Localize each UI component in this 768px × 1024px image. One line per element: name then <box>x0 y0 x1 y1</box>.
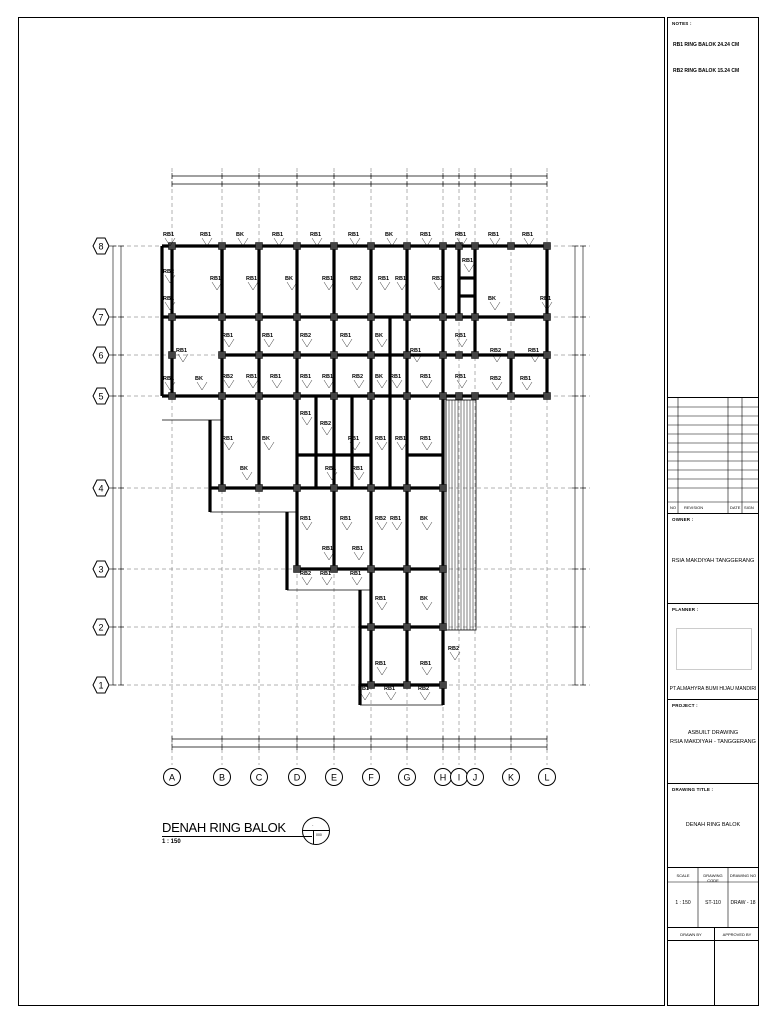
plan-scale: 1 : 150 <box>162 839 181 845</box>
beam-label: RB1 <box>395 276 407 282</box>
note-rb2: RB2 RING BALOK 15.24 CM <box>673 68 740 74</box>
column <box>368 314 375 321</box>
column <box>508 314 515 321</box>
beam-label-marker <box>392 522 402 530</box>
no-label: DRAWING NO <box>729 873 757 878</box>
beam-label: RB1 <box>348 436 360 442</box>
beam-label-marker <box>492 382 502 390</box>
date-label: DATE <box>730 505 741 510</box>
beam-label: RB2 <box>300 571 312 577</box>
beam-label: BK <box>420 516 428 522</box>
beam-label: RB1 <box>210 276 222 282</box>
column <box>294 393 301 400</box>
grid-label-I: I <box>457 772 461 783</box>
column <box>368 352 375 359</box>
grid-label-J: J <box>472 772 478 783</box>
beam-label-marker <box>377 522 387 530</box>
beam-label: RB2 <box>490 348 502 354</box>
column <box>440 314 447 321</box>
beam-label: RB1 <box>420 661 432 667</box>
beam-label: RB1 <box>300 374 312 380</box>
column <box>404 243 411 250</box>
beam-label: RB1 <box>420 374 432 380</box>
beam-label: RB1 <box>384 686 396 692</box>
beam-label: RB2 <box>350 276 362 282</box>
beam-label: RB1 <box>322 276 334 282</box>
beam-label: RB1 <box>222 333 234 339</box>
beam-label: BK <box>195 376 203 382</box>
project-line1: ASBUILT DRAWING <box>687 730 739 736</box>
scale-label: SCALE <box>676 873 690 878</box>
beam-label-marker <box>377 380 387 388</box>
project-section <box>668 700 758 784</box>
beam-label-marker <box>224 380 234 388</box>
beam-label: RB1 <box>163 232 175 238</box>
beam-label-marker <box>386 692 396 700</box>
beam-label: RB1 <box>488 232 500 238</box>
beam-label: RB1 <box>378 276 390 282</box>
column <box>331 352 338 359</box>
beam-label: RB1 <box>390 374 402 380</box>
section-mark-bottom: 000 <box>316 833 322 837</box>
beam-label: BK <box>262 436 270 442</box>
beam-label-marker <box>457 380 467 388</box>
beam-label: RB2 <box>448 646 460 652</box>
beam-label: BK <box>236 232 244 238</box>
planner-name: PT.ALMAHYRA BUMI HIJAU MANDIRI <box>669 686 757 692</box>
beam-label-marker <box>377 602 387 610</box>
grid-label-D: D <box>293 772 301 783</box>
beam-label: RB1 <box>375 596 387 602</box>
beam-label: BK <box>420 596 428 602</box>
beam-label: RB2 <box>320 421 332 427</box>
beam-label-marker <box>392 380 402 388</box>
beam-label-marker <box>522 382 532 390</box>
grid-label-7: 7 <box>98 312 104 323</box>
column <box>544 314 551 321</box>
grid-label-F: F <box>368 772 374 783</box>
column <box>331 243 338 250</box>
beam-label-marker <box>377 339 387 347</box>
grid-label-B: B <box>218 772 226 783</box>
column <box>169 393 176 400</box>
note-rb1: RB1 RING BALOK 24.24 CM <box>673 42 740 48</box>
beam-label: RB1 <box>375 661 387 667</box>
beam-label: RB2 <box>300 333 312 339</box>
column <box>368 243 375 250</box>
owner-name: RSIA MAKDIYAH TANGGERANG <box>671 558 755 564</box>
beam-label-marker <box>422 522 432 530</box>
beam-label: RB1 <box>300 516 312 522</box>
beam-label: RB1 <box>432 276 444 282</box>
beam-label: RB2 <box>352 374 364 380</box>
owner-label: OWNER : <box>672 517 694 522</box>
beam-label-marker <box>422 380 432 388</box>
column <box>508 352 515 359</box>
beam-label: RB1 <box>352 546 364 552</box>
scale-code-section <box>668 868 758 928</box>
grid-label-8: 8 <box>98 241 104 252</box>
beam-label-marker <box>377 667 387 675</box>
beam-label-marker <box>302 577 312 585</box>
column <box>404 485 411 492</box>
column <box>219 393 226 400</box>
beam-label: RB1 <box>270 374 282 380</box>
beam-label: RB1 <box>348 232 360 238</box>
beam-label-marker <box>457 339 467 347</box>
beam-label: BK <box>375 333 383 339</box>
beam-label-marker <box>322 427 332 435</box>
sign-label: SIGN <box>744 505 754 510</box>
beam-label: RB1 <box>420 436 432 442</box>
column <box>472 352 479 359</box>
owner-section <box>668 514 758 604</box>
beam-label-marker <box>302 417 312 425</box>
beam-label-marker <box>302 380 312 388</box>
beam-label: BK <box>240 466 248 472</box>
column <box>544 243 551 250</box>
grid-label-K: K <box>507 772 515 783</box>
beam-label: RB1 <box>262 333 274 339</box>
grid-label-2: 2 <box>98 622 104 633</box>
drawn-by-label: DRAWN BY <box>680 932 702 937</box>
beam-label: RB1 <box>325 466 337 472</box>
planner-logo <box>676 628 752 670</box>
beam-label: RB1 <box>455 232 467 238</box>
beam-label: RB1 <box>272 232 284 238</box>
no-value: DRAW - 18 <box>730 900 756 906</box>
beam-label-marker <box>248 282 258 290</box>
beam-label-marker <box>422 667 432 675</box>
beam-label-marker <box>264 442 274 450</box>
column <box>440 485 447 492</box>
column <box>440 243 447 250</box>
column <box>331 314 338 321</box>
column <box>169 314 176 321</box>
beam-label-marker <box>450 652 460 660</box>
beam-label-marker <box>242 472 252 480</box>
beam-label: RB1 <box>350 571 362 577</box>
planner-section <box>668 604 758 700</box>
column <box>404 566 411 573</box>
grid-label-5: 5 <box>98 391 104 402</box>
beam-label-marker <box>380 282 390 290</box>
column <box>256 393 263 400</box>
planner-label: PLANNER : <box>672 607 699 612</box>
column <box>331 485 338 492</box>
grid-label-1: 1 <box>98 680 104 691</box>
column <box>219 243 226 250</box>
beam-label-marker <box>322 577 332 585</box>
beam-label-marker <box>342 522 352 530</box>
beam-label: RB1 <box>163 376 175 382</box>
column <box>456 352 463 359</box>
column <box>544 393 551 400</box>
column <box>294 314 301 321</box>
beam-label-marker <box>422 602 432 610</box>
beam-label-marker <box>420 692 430 700</box>
column <box>508 393 515 400</box>
column <box>440 682 447 689</box>
notes-section <box>668 18 758 398</box>
column <box>368 485 375 492</box>
column <box>294 352 301 359</box>
grid-label-H: H <box>439 772 447 783</box>
title-block <box>667 17 759 1006</box>
drawing-title-section <box>668 784 758 868</box>
column <box>404 393 411 400</box>
beam-label: RB1 <box>300 411 312 417</box>
beam-label: RB1 <box>340 333 352 339</box>
beam-label: RB1 <box>340 516 352 522</box>
column <box>368 393 375 400</box>
column <box>219 352 226 359</box>
column <box>440 393 447 400</box>
beam-label-marker <box>490 302 500 310</box>
beam-label: RB1 <box>352 466 364 472</box>
column <box>440 624 447 631</box>
beam-label-marker <box>224 339 234 347</box>
beam-label-marker <box>352 282 362 290</box>
beam-label: RB2 <box>163 269 175 275</box>
revision-table <box>668 398 758 514</box>
beam-label-marker <box>264 339 274 347</box>
beam-label: RB1 <box>375 436 387 442</box>
beam-label: BK <box>385 232 393 238</box>
signature-section <box>668 928 758 1005</box>
column <box>368 624 375 631</box>
column <box>472 393 479 400</box>
grid-label-4: 4 <box>98 483 104 494</box>
beam-label-marker <box>464 264 474 272</box>
project-label: PROJECT : <box>672 703 698 708</box>
column <box>294 243 301 250</box>
beam-label: BK <box>375 374 383 380</box>
beam-label: RB1 <box>390 516 402 522</box>
column <box>331 393 338 400</box>
beam-label-marker <box>422 442 432 450</box>
rev-no-label: NO <box>670 505 676 510</box>
grid-label-6: 6 <box>98 350 104 361</box>
grid-label-G: G <box>403 772 411 783</box>
beam-label-marker <box>272 380 282 388</box>
beam-label: RB2 <box>375 516 387 522</box>
beam-label: RB1 <box>322 374 334 380</box>
beam-label-marker <box>354 380 364 388</box>
column <box>404 314 411 321</box>
section-mark-top: - <box>312 822 314 827</box>
beam-label: RB1 <box>322 546 334 552</box>
column <box>169 243 176 250</box>
column <box>256 485 263 492</box>
beam-label: RB2 <box>490 376 502 382</box>
beam-label-marker <box>377 442 387 450</box>
beam-label: RB1 <box>528 348 540 354</box>
code-value: ST-110 <box>705 900 721 906</box>
column <box>331 566 338 573</box>
beam-label-marker <box>197 382 207 390</box>
beam-label: RB1 <box>540 296 552 302</box>
plan-title: DENAH RING BALOK <box>162 820 312 837</box>
column <box>219 485 226 492</box>
column <box>169 352 176 359</box>
beam-label: RB1 <box>163 296 175 302</box>
column <box>440 352 447 359</box>
beam-label-marker <box>354 552 364 560</box>
column <box>508 243 515 250</box>
column <box>256 243 263 250</box>
grid-label-A: A <box>168 772 176 783</box>
grid-label-C: C <box>255 772 263 783</box>
beam-label: RB1 <box>246 276 258 282</box>
approved-by-label: APPROVED BY <box>722 932 752 937</box>
beam-label-marker <box>354 472 364 480</box>
beam-label: BK <box>488 296 496 302</box>
column <box>256 352 263 359</box>
column <box>472 243 479 250</box>
column <box>294 485 301 492</box>
column <box>368 566 375 573</box>
column <box>456 314 463 321</box>
code-label: DRAWING CODE <box>703 873 723 883</box>
beam-label: RB1 <box>395 436 407 442</box>
beam-label: BK <box>285 276 293 282</box>
scale-value: 1 : 150 <box>675 900 691 906</box>
beam-label: RB2 <box>418 686 430 692</box>
beam-label: RB1 <box>462 258 474 264</box>
column <box>544 352 551 359</box>
beam-label: RB1 <box>455 374 467 380</box>
beam-label-marker <box>352 577 362 585</box>
beam-label-marker <box>342 339 352 347</box>
beam-label-marker <box>302 522 312 530</box>
beam-label: RB1 <box>200 232 212 238</box>
beam-label: RB1 <box>320 571 332 577</box>
beam-label-marker <box>224 442 234 450</box>
beam-label: RB1 <box>520 376 532 382</box>
column <box>472 314 479 321</box>
grid-label-L: L <box>544 772 550 783</box>
notes-label: NOTES : <box>672 21 692 26</box>
grid-label-3: 3 <box>98 564 104 575</box>
column <box>440 566 447 573</box>
beam-label: RB1 <box>522 232 534 238</box>
rev-label: REVISION <box>684 505 704 510</box>
beam-label-marker <box>248 380 258 388</box>
beam-label: RB1 <box>410 348 422 354</box>
beam-label: RB2 <box>222 374 234 380</box>
column <box>256 314 263 321</box>
column <box>404 624 411 631</box>
column <box>404 682 411 689</box>
column <box>219 314 226 321</box>
beam-label: RB1 <box>222 436 234 442</box>
grid-label-E: E <box>330 772 338 783</box>
drawing-title-label: DRAWING TITLE : <box>672 787 714 792</box>
column <box>456 243 463 250</box>
section-marker <box>302 817 330 845</box>
column <box>456 393 463 400</box>
beam-label: RB1 <box>358 686 370 692</box>
beam-label: RB1 <box>176 348 188 354</box>
beam-label: RB1 <box>420 232 432 238</box>
beam-label-marker <box>302 339 312 347</box>
drawing-title: DENAH RING BALOK <box>685 822 741 828</box>
project-line2: RSIA MAKDIYAH - TANGGERANG <box>670 739 756 745</box>
beam-label: RB1 <box>310 232 322 238</box>
beam-label: RB1 <box>455 333 467 339</box>
beam-label: RB1 <box>246 374 258 380</box>
